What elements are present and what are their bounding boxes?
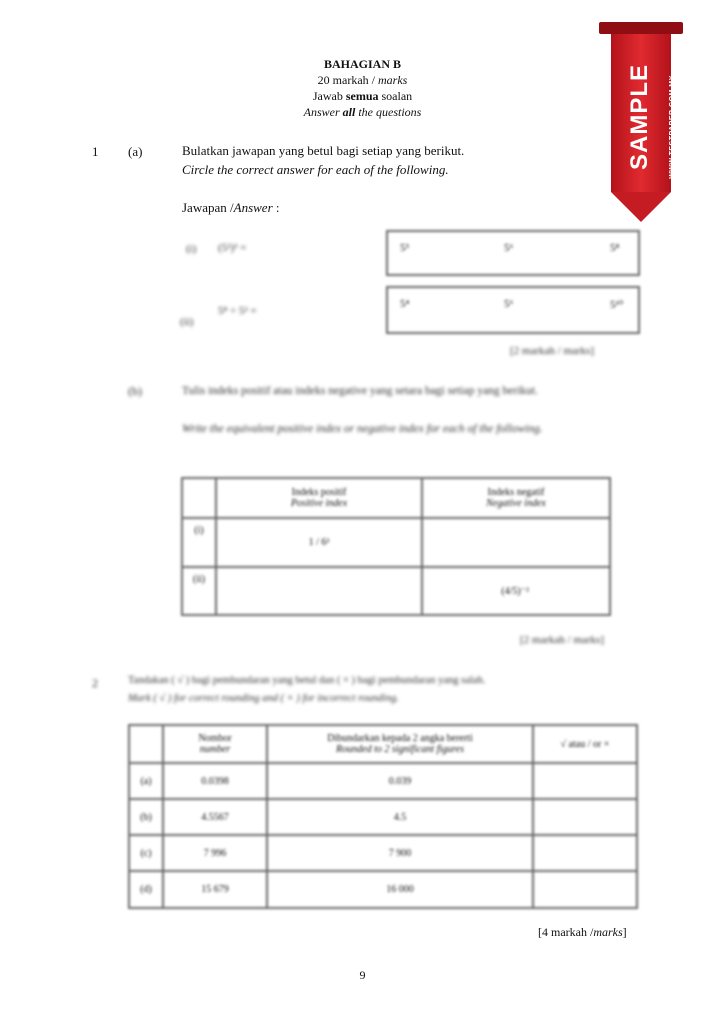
q2-marks-en: marks: [593, 925, 623, 939]
q2-col2-en: Rounded to 2 significant figures: [336, 744, 464, 755]
q1b-table: [181, 477, 611, 616]
instr-en-bold: all: [342, 105, 356, 119]
q2-col1-en: number: [199, 744, 231, 755]
question-1a-label: (a): [128, 144, 143, 159]
ribbon-tip: [611, 192, 671, 222]
page-number: 9: [359, 968, 366, 982]
q1b-corner: [182, 478, 216, 518]
q1b-instr-en: Write the equivalent positive index or negative index for each of the following.: [182, 423, 543, 435]
instr-ms-bold: semua: [345, 89, 379, 103]
q1b-row1-positive: 1 / 6³: [216, 518, 422, 567]
q2-col1-header: [163, 725, 267, 763]
instr-en-prefix: Answer: [303, 105, 343, 119]
q1b-instr-ms: Tulis indeks positif atau indeks negative yang setara bagi setiap yang berikut.: [182, 385, 539, 397]
q2-instr-en: Mark ( √ ) for correct rounding and ( × ) for incorrect rounding.: [128, 693, 399, 704]
q1b-col1-header: [216, 478, 422, 518]
q2-row-b-rounded: 4.5: [267, 799, 533, 835]
q2-corner: [129, 725, 163, 763]
q1a-i-answer-box[interactable]: [386, 230, 640, 276]
q1b-row1-negative[interactable]: [422, 518, 610, 567]
q2-marks-prefix: [4 markah /: [538, 925, 594, 939]
q2-row-d-number: 15 679: [163, 871, 267, 908]
q1a-i-option-2[interactable]: 5⁶: [504, 242, 514, 254]
instr-ms-suffix: soalan: [378, 89, 413, 103]
q1b-row2-positive[interactable]: [216, 567, 422, 615]
marks-en: marks: [377, 73, 408, 87]
q1a-instr-ms: Bulatkan jawapan yang betul bagi setiap yang berikut.: [182, 143, 465, 158]
q2-table: [128, 724, 638, 909]
q1b-col2-ms: Indeks negatif: [487, 487, 545, 498]
q1b-row1-label: (i): [182, 518, 216, 567]
q2-col2-ms: Dibundarkan kepada 2 angka bererti: [327, 733, 473, 744]
question-1-number: 1: [92, 144, 99, 159]
q2-row-a-label: (a): [129, 763, 163, 799]
q2-row-a-answer[interactable]: [533, 763, 637, 799]
q1a-ii-option-1[interactable]: 5⁴: [400, 298, 410, 310]
q1a-ii-answer-box[interactable]: [386, 286, 640, 334]
q1b-col1-en: Positive index: [290, 498, 348, 509]
q2-row-d-label: (d): [129, 871, 163, 908]
q2-col1-ms: Nombor: [198, 733, 232, 744]
question-2-number: 2: [92, 676, 98, 690]
q1b-label: (b): [128, 384, 142, 398]
q1a-i-option-1[interactable]: 5⁵: [400, 242, 410, 254]
q1a-ii-option-3[interactable]: 5¹⁰: [610, 299, 624, 311]
q2-col3-header: √ atau / or ×: [533, 725, 637, 763]
q1a-ii-roman: (ii): [180, 316, 194, 328]
ribbon-fold: [599, 22, 683, 34]
q1b-row2-negative: (4/5)⁻²: [422, 567, 610, 615]
q1b-row2-label: (ii): [182, 567, 216, 615]
answer-label-colon: :: [272, 200, 280, 215]
q2-marks: [538, 925, 627, 940]
q2-instr-ms: Tandakan ( √ ) bagi pembundaran yang betul dan ( × ) bagi pembundaran yang salah.: [128, 675, 486, 686]
q2-row-b-number: 4.5567: [163, 799, 267, 835]
answer-label: [182, 198, 280, 218]
q1a-ii-option-2[interactable]: 5⁶: [504, 298, 514, 310]
q2-row-d-answer[interactable]: [533, 871, 637, 908]
q2-row-a-rounded: 0.039: [267, 763, 533, 799]
q1a-i-expr: (5²)³ =: [218, 242, 247, 254]
instr-en-suffix: the questions: [355, 105, 422, 119]
q2-row-c-label: (c): [129, 835, 163, 871]
q1a-i-roman: (i): [186, 243, 197, 255]
q2-row-c-number: 7 996: [163, 835, 267, 871]
q1b-col1-ms: Indeks positif: [291, 487, 347, 498]
answer-label-ms: Jawapan /: [182, 200, 234, 215]
q1b-col2-header: [422, 478, 610, 518]
section-title: BAHAGIAN B: [323, 57, 401, 71]
q1a-instr-en: Circle the correct answer for each of the following.: [182, 162, 449, 177]
answer-label-en: Answer: [233, 200, 273, 215]
q1a-ii-expr: 5⁸ ÷ 5² =: [218, 305, 257, 317]
q2-row-a-number: 0.0398: [163, 763, 267, 799]
q1b-col2-en: Negative index: [486, 498, 546, 509]
q1a-marks: [2 markah / marks]: [510, 345, 594, 357]
q1b-marks: [2 markah / marks]: [520, 634, 604, 646]
q1a-i-option-3[interactable]: 5⁸: [610, 242, 620, 254]
q2-row-c-rounded: 7 900: [267, 835, 533, 871]
q2-col2-header: [267, 725, 533, 763]
q2-row-d-rounded: 16 000: [267, 871, 533, 908]
q2-row-b-label: (b): [129, 799, 163, 835]
ribbon-url: WWW.TESTPAPER.COM.MY: [669, 75, 676, 179]
q2-row-b-answer[interactable]: [533, 799, 637, 835]
q2-row-c-answer[interactable]: [533, 835, 637, 871]
marks-ms: 20 markah /: [317, 73, 378, 87]
sample-ribbon: [611, 22, 676, 222]
q2-marks-suffix: ]: [622, 925, 627, 939]
instr-ms-prefix: Jawab: [312, 89, 346, 103]
ribbon-word: SAMPLE: [626, 64, 653, 171]
